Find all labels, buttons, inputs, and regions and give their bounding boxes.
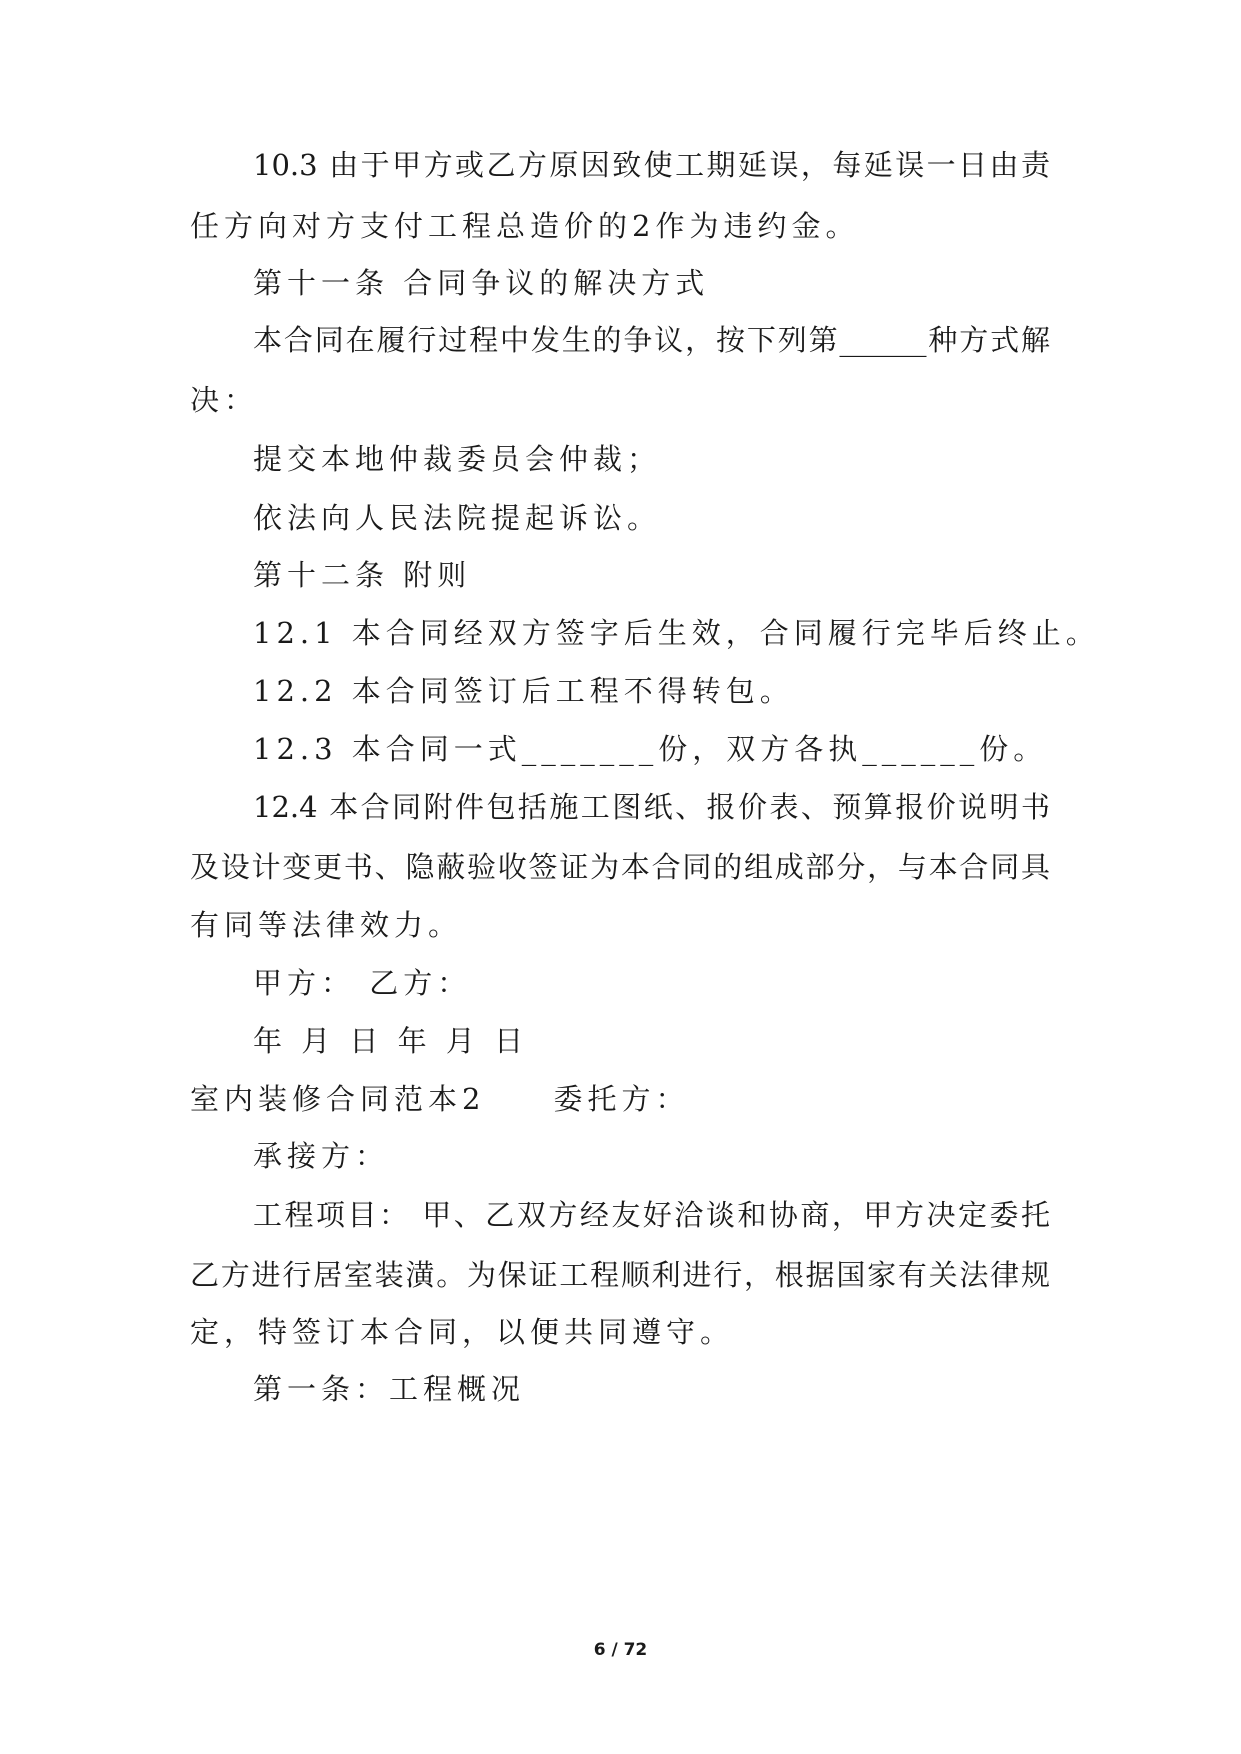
clause-12-2: 12.2 本合同签订后工程不得转包。 — [253, 674, 794, 708]
contract-template-2-title: 室内装修合同范本2 委托方： — [190, 1082, 690, 1116]
article-12-heading: 第十二条 附则 — [253, 558, 472, 592]
project-paragraph-line-2: 乙方进行居室装潢。为保证工程顺利进行，根据国家有关法律规 — [190, 1258, 1050, 1292]
paragraph-10-3-line-1: 10.3 由于甲方或乙方原因致使工期延误，每延误一日由责 — [253, 148, 1050, 182]
dispute-paragraph-line-1: 本合同在履行过程中发生的争议，按下列第______种方式解 — [253, 323, 1050, 357]
article-11-heading: 第十一条 合同争议的解决方式 — [253, 266, 710, 300]
clause-12-4-line-3: 有同等法律效力。 — [190, 908, 463, 942]
project-paragraph-line-3: 定，特签订本合同，以便共同遵守。 — [190, 1315, 735, 1349]
article-1-heading: 第一条：工程概况 — [253, 1372, 526, 1406]
clause-12-3: 12.3 本合同一式_______份，双方各执______份。 — [253, 732, 1048, 766]
signature-parties: 甲方： 乙方： — [253, 966, 472, 1000]
contractor-label: 承接方： — [253, 1139, 390, 1173]
project-paragraph-line-1: 工程项目： 甲、乙双方经友好洽谈和协商，甲方决定委托 — [253, 1198, 1050, 1232]
dispute-paragraph-line-2: 决： — [190, 383, 259, 417]
page-number: 6 / 72 — [593, 1640, 648, 1660]
signature-dates: 年 月 日 年 月 日 — [253, 1024, 529, 1058]
dispute-option-arbitration: 提交本地仲裁委员会仲裁； — [253, 442, 662, 476]
dispute-option-litigation: 依法向人民法院提起诉讼。 — [253, 501, 662, 535]
clause-12-4-line-1: 12.4 本合同附件包括施工图纸、报价表、预算报价说明书 — [253, 790, 1050, 824]
paragraph-10-3-line-2: 任方向对方支付工程总造价的2作为违约金。 — [190, 209, 860, 243]
clause-12-4-line-2: 及设计变更书、隐蔽验收签证为本合同的组成部分，与本合同具 — [190, 850, 1050, 884]
clause-12-1: 12.1 本合同经双方签字后生效，合同履行完毕后终止。 — [253, 616, 1100, 650]
